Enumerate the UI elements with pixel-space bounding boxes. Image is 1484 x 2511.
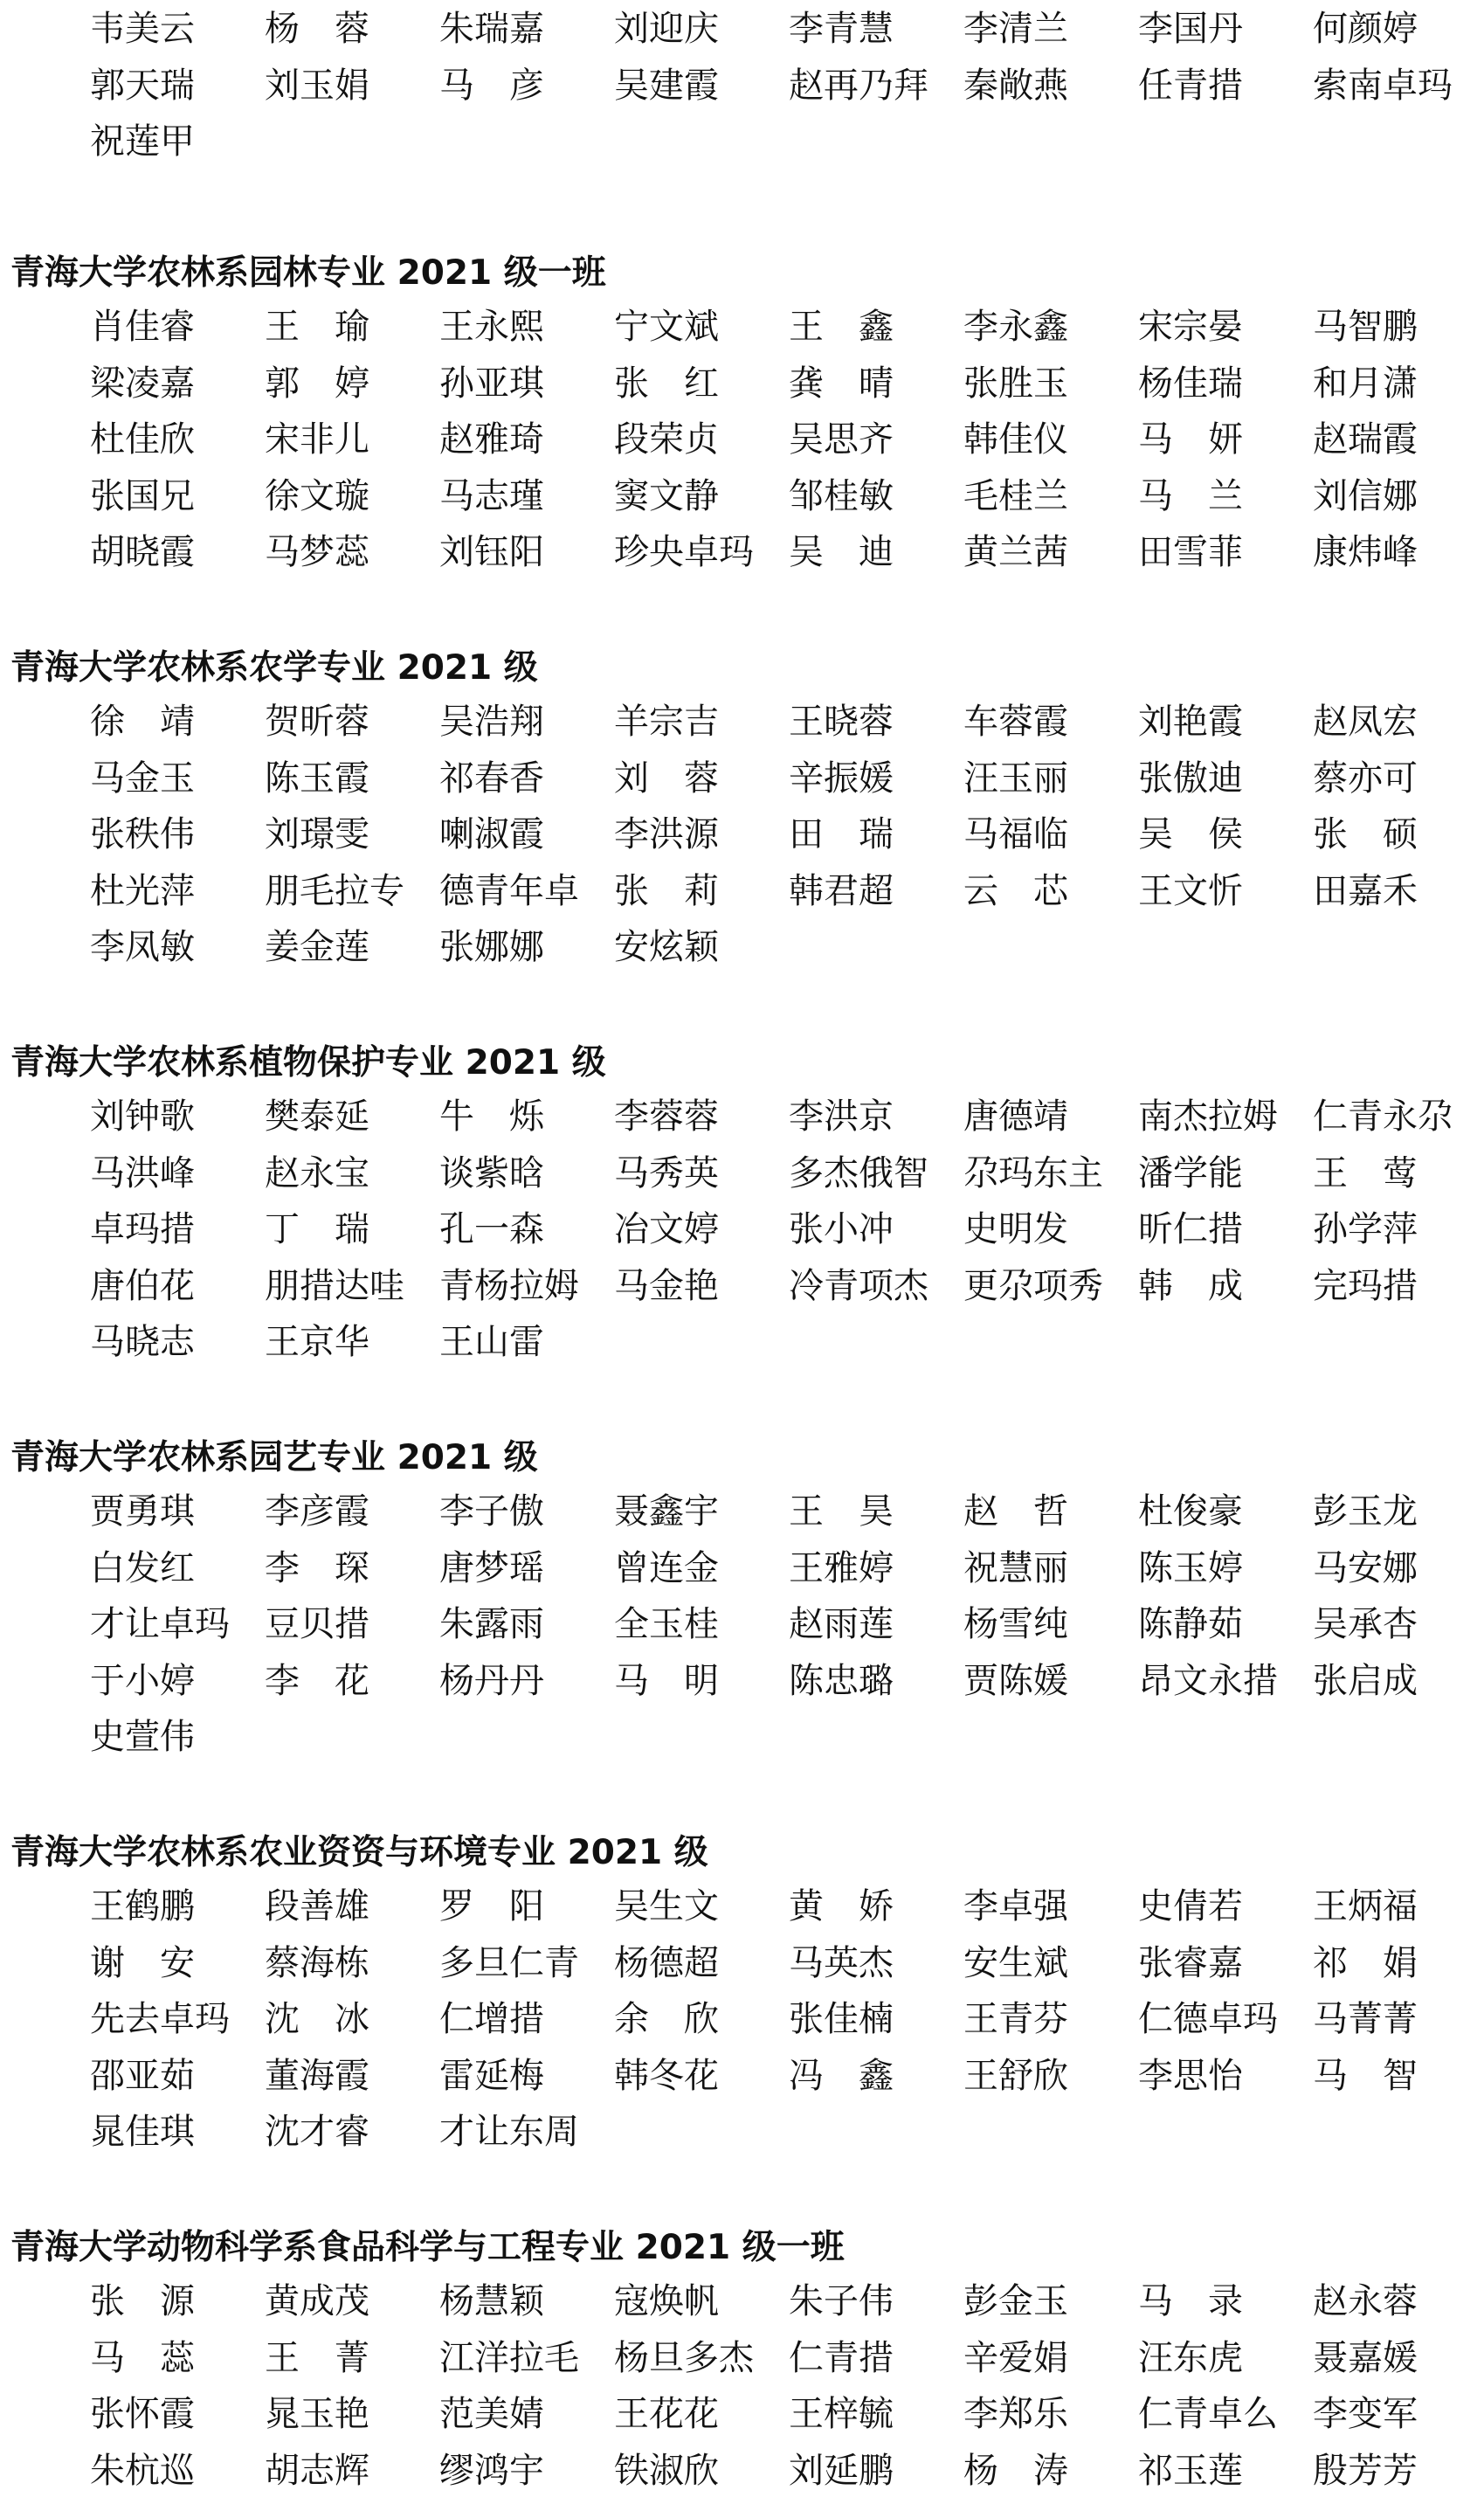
student-name: 马福临 xyxy=(963,814,1068,855)
student-name: 吴 侯 xyxy=(1138,814,1243,855)
student-name: 杨佳瑞 xyxy=(1138,363,1243,404)
student-name: 曾连金 xyxy=(614,1547,719,1588)
student-name: 喇淑霞 xyxy=(439,814,544,855)
student-name: 先去卓玛 xyxy=(90,1999,230,2040)
student-name: 白发红 xyxy=(90,1547,195,1588)
student-name: 王永熙 xyxy=(439,307,544,347)
student-name: 吴建霞 xyxy=(614,65,719,106)
student-name: 董海霞 xyxy=(265,2055,369,2096)
student-name: 晁玉艳 xyxy=(265,2394,369,2435)
student-name: 杨丹丹 xyxy=(439,1660,544,1701)
student-name: 马 妍 xyxy=(1138,419,1243,460)
section-heading: 青海大学农林系园艺专业 2021 级 xyxy=(10,1438,538,1477)
student-name: 朱子伟 xyxy=(789,2281,894,2321)
student-name: 丁 瑞 xyxy=(265,1209,369,1250)
student-name: 王梓毓 xyxy=(789,2394,894,2435)
student-name: 任青措 xyxy=(1138,65,1243,106)
student-name: 王 菁 xyxy=(265,2337,369,2378)
student-name: 何颜婷 xyxy=(1313,9,1418,49)
student-name: 朋毛拉专 xyxy=(265,870,404,911)
student-name: 郭天瑞 xyxy=(90,65,195,106)
student-name: 牛 烁 xyxy=(439,1096,544,1137)
student-name: 李凤敏 xyxy=(90,927,195,968)
student-name: 韩冬花 xyxy=(614,2055,719,2096)
student-name: 江洋拉毛 xyxy=(439,2337,579,2378)
student-name: 多杰俄智 xyxy=(789,1152,928,1193)
student-name: 吴生文 xyxy=(614,1886,719,1926)
student-name: 王 鑫 xyxy=(789,307,894,347)
student-name: 刘钟歌 xyxy=(90,1096,195,1137)
section-heading: 青海大学农林系植物保护专业 2021 级 xyxy=(10,1043,606,1083)
student-name: 杜佳欣 xyxy=(90,419,195,460)
student-name: 陈玉婷 xyxy=(1138,1547,1243,1588)
student-name: 韩君超 xyxy=(789,870,894,911)
student-name: 马金玉 xyxy=(90,757,195,799)
student-name: 陈静茹 xyxy=(1138,1604,1243,1645)
student-name: 张 源 xyxy=(90,2281,195,2321)
student-name: 晁佳琪 xyxy=(90,2112,195,2153)
student-name: 全玉桂 xyxy=(614,1604,719,1645)
student-name: 雷延梅 xyxy=(439,2055,544,2096)
student-name: 珍央卓玛 xyxy=(614,532,754,573)
student-name: 马 兰 xyxy=(1138,475,1243,516)
student-name: 辛振媛 xyxy=(789,757,894,799)
student-name: 张 红 xyxy=(614,363,719,404)
student-name: 马 智 xyxy=(1313,2055,1418,2096)
student-name: 殷芳芳 xyxy=(1313,2450,1418,2491)
student-name: 宋宗晏 xyxy=(1138,307,1243,347)
student-name: 沈 冰 xyxy=(265,1999,369,2040)
student-name: 吴 迪 xyxy=(789,532,894,573)
student-name: 王花花 xyxy=(614,2394,719,2435)
student-name: 李永鑫 xyxy=(963,307,1068,347)
student-name: 朱瑞嘉 xyxy=(439,9,544,49)
student-name: 张 莉 xyxy=(614,870,719,911)
student-name: 赵永宝 xyxy=(265,1152,369,1193)
student-name: 赵 哲 xyxy=(963,1491,1068,1532)
student-name: 王 瑜 xyxy=(265,307,369,347)
student-name: 贾陈媛 xyxy=(963,1660,1068,1701)
student-name: 陈玉霞 xyxy=(265,757,369,799)
student-name: 刘璟雯 xyxy=(265,814,369,855)
student-name: 张 硕 xyxy=(1313,814,1418,855)
student-name: 梁凌嘉 xyxy=(90,363,195,404)
student-name: 王 莺 xyxy=(1313,1152,1418,1193)
student-name: 胡晓霞 xyxy=(90,532,195,573)
student-name: 聂鑫宇 xyxy=(614,1491,719,1532)
student-name: 羊宗吉 xyxy=(614,702,719,742)
student-name: 沈才睿 xyxy=(265,2112,369,2153)
student-name: 马梦蕊 xyxy=(265,532,369,573)
student-name: 余 欣 xyxy=(614,1999,719,2040)
student-name: 杨 蓉 xyxy=(265,9,369,49)
student-name: 孙学萍 xyxy=(1313,1209,1418,1250)
student-name: 李 琛 xyxy=(265,1547,369,1588)
student-name: 杨慧颖 xyxy=(439,2281,544,2321)
student-name: 史萱伟 xyxy=(90,1717,195,1758)
student-name: 和月潇 xyxy=(1313,363,1418,404)
student-name: 仁青永尕 xyxy=(1313,1096,1453,1137)
student-name: 罗 阳 xyxy=(439,1886,544,1926)
student-name: 德青年卓 xyxy=(439,870,579,911)
student-name: 田 瑞 xyxy=(789,814,894,855)
student-name: 于小婷 xyxy=(90,1660,195,1701)
student-name: 张小冲 xyxy=(789,1209,894,1250)
student-name: 杜光萍 xyxy=(90,870,195,911)
student-name: 张国兄 xyxy=(90,475,195,516)
student-name: 刘延鹏 xyxy=(789,2450,894,2491)
student-name: 南杰拉姆 xyxy=(1138,1096,1278,1137)
student-name: 张佳楠 xyxy=(789,1999,894,2040)
student-name: 谢 安 xyxy=(90,1942,195,1983)
student-name: 赵凤宏 xyxy=(1313,702,1418,742)
student-name: 马 明 xyxy=(614,1660,719,1701)
student-name: 韦美云 xyxy=(90,9,195,49)
student-name: 韩 成 xyxy=(1138,1265,1243,1306)
student-name: 蔡亦可 xyxy=(1313,757,1418,799)
student-name: 朱杭巡 xyxy=(90,2450,195,2491)
student-name: 豆贝措 xyxy=(265,1604,369,1645)
student-name: 张睿嘉 xyxy=(1138,1942,1243,1983)
student-name: 李郑乐 xyxy=(963,2394,1068,2435)
student-name: 赵雅琦 xyxy=(439,419,544,460)
student-name: 祝莲甲 xyxy=(90,121,195,163)
student-name: 彭玉龙 xyxy=(1313,1491,1418,1532)
student-name: 马英杰 xyxy=(789,1942,894,1983)
student-name: 胡志辉 xyxy=(265,2450,369,2491)
student-name: 才让卓玛 xyxy=(90,1604,230,1645)
student-name: 卓玛措 xyxy=(90,1209,195,1250)
student-name: 宋非儿 xyxy=(265,419,369,460)
student-name: 马金艳 xyxy=(614,1265,719,1306)
student-name: 蔡海栋 xyxy=(265,1942,369,1983)
student-name: 昂文永措 xyxy=(1138,1660,1278,1701)
student-name: 樊泰延 xyxy=(265,1096,369,1137)
student-name: 祁春香 xyxy=(439,757,544,799)
student-name: 汪玉丽 xyxy=(963,757,1068,799)
student-name: 宁文斌 xyxy=(614,307,719,347)
student-name: 马 彦 xyxy=(439,65,544,106)
student-name: 索南卓玛 xyxy=(1313,65,1453,106)
student-name: 吴思齐 xyxy=(789,419,894,460)
student-name: 马志瑾 xyxy=(439,475,544,516)
student-name: 唐德靖 xyxy=(963,1096,1068,1137)
student-name: 王山雷 xyxy=(439,1322,544,1363)
student-name: 马智鹏 xyxy=(1313,307,1418,347)
student-name: 李 花 xyxy=(265,1660,369,1701)
student-name: 李子傲 xyxy=(439,1491,544,1532)
student-name: 尕玛东主 xyxy=(963,1152,1103,1193)
student-name: 李卓强 xyxy=(963,1886,1068,1926)
student-name: 黄兰茜 xyxy=(963,532,1068,573)
student-name: 李思怡 xyxy=(1138,2055,1243,2096)
student-name: 李国丹 xyxy=(1138,9,1243,49)
student-name: 杨 涛 xyxy=(963,2450,1068,2491)
student-name: 黄 娇 xyxy=(789,1886,894,1926)
student-name: 杨德超 xyxy=(614,1942,719,1983)
student-name: 姜金莲 xyxy=(265,927,369,968)
student-name: 贾勇琪 xyxy=(90,1491,195,1532)
student-name: 窦文静 xyxy=(614,475,719,516)
student-name: 祝慧丽 xyxy=(963,1547,1068,1588)
student-name: 范美婧 xyxy=(439,2394,544,2435)
student-name: 李彦霞 xyxy=(265,1491,369,1532)
student-name: 李变军 xyxy=(1313,2394,1418,2435)
student-name: 徐文璇 xyxy=(265,475,369,516)
student-name: 史明发 xyxy=(963,1209,1068,1250)
student-name: 马 蕊 xyxy=(90,2337,195,2378)
student-name: 多旦仁青 xyxy=(439,1942,579,1983)
student-name: 车蓉霞 xyxy=(963,702,1068,742)
student-name: 彭金玉 xyxy=(963,2281,1068,2321)
student-name: 汪东虎 xyxy=(1138,2337,1243,2378)
student-name: 吴承杏 xyxy=(1313,1604,1418,1645)
student-name: 郭 婷 xyxy=(265,363,369,404)
student-name: 张秩伟 xyxy=(90,814,195,855)
student-name: 张怀霞 xyxy=(90,2394,195,2435)
student-name: 完玛措 xyxy=(1313,1265,1418,1306)
student-name: 韩佳仪 xyxy=(963,419,1068,460)
student-name: 王炳福 xyxy=(1313,1886,1418,1926)
student-name: 杨旦多杰 xyxy=(614,2337,754,2378)
student-name: 李清兰 xyxy=(963,9,1068,49)
student-name: 安炫颖 xyxy=(614,927,719,968)
student-name: 张傲迪 xyxy=(1138,757,1243,799)
student-name: 缪鸿宇 xyxy=(439,2450,544,2491)
section-heading: 青海大学动物科学系食品科学与工程专业 2021 级一班 xyxy=(10,2228,845,2267)
student-name: 冶文婷 xyxy=(614,1209,719,1250)
student-name: 李洪源 xyxy=(614,814,719,855)
student-name: 铁淑欣 xyxy=(614,2450,719,2491)
student-name: 赵永蓉 xyxy=(1313,2281,1418,2321)
student-name: 刘艳霞 xyxy=(1138,702,1243,742)
student-name: 段善雄 xyxy=(265,1886,369,1926)
student-name: 马秀英 xyxy=(614,1152,719,1193)
student-name: 赵瑞霞 xyxy=(1313,419,1418,460)
student-name: 朱露雨 xyxy=(439,1604,544,1645)
student-name: 冯 鑫 xyxy=(789,2055,894,2096)
student-name: 田嘉禾 xyxy=(1313,870,1418,911)
student-name: 孙亚琪 xyxy=(439,363,544,404)
student-name: 徐 靖 xyxy=(90,702,195,742)
student-name: 谈紫晗 xyxy=(439,1152,544,1193)
student-name: 田雪菲 xyxy=(1138,532,1243,573)
student-name: 才让东周 xyxy=(439,2112,579,2153)
student-name: 王鹤鹏 xyxy=(90,1886,195,1926)
student-name: 赵雨莲 xyxy=(789,1604,894,1645)
student-name: 寇焕帆 xyxy=(614,2281,719,2321)
student-name: 段荣贞 xyxy=(614,419,719,460)
student-name: 陈忠璐 xyxy=(789,1660,894,1701)
student-name: 王舒欣 xyxy=(963,2055,1068,2096)
student-name: 肖佳睿 xyxy=(90,307,195,347)
student-name: 秦敞燕 xyxy=(963,65,1068,106)
student-name: 昕仁措 xyxy=(1138,1209,1243,1250)
student-name: 冷青项杰 xyxy=(789,1265,928,1306)
student-name: 刘钰阳 xyxy=(439,532,544,573)
student-name: 吴浩翔 xyxy=(439,702,544,742)
student-name: 杨雪纯 xyxy=(963,1604,1068,1645)
student-name: 潘学能 xyxy=(1138,1152,1243,1193)
student-name: 仁德卓玛 xyxy=(1138,1999,1278,2040)
student-name: 邵亚茹 xyxy=(90,2055,195,2096)
student-name: 仁增措 xyxy=(439,1999,544,2040)
student-name: 王青芬 xyxy=(963,1999,1068,2040)
student-name: 唐伯花 xyxy=(90,1265,195,1306)
student-name: 龚 晴 xyxy=(789,363,894,404)
student-name: 马菁菁 xyxy=(1313,1999,1418,2040)
student-name: 孔一森 xyxy=(439,1209,544,1250)
student-name: 仁青措 xyxy=(789,2337,894,2378)
student-name: 云 芯 xyxy=(963,870,1068,911)
student-name: 祁 娟 xyxy=(1313,1942,1418,1983)
student-name: 李青慧 xyxy=(789,9,894,49)
student-name: 王晓蓉 xyxy=(789,702,894,742)
student-name: 黄成茂 xyxy=(265,2281,369,2321)
student-name: 马 录 xyxy=(1138,2281,1243,2321)
student-name: 安生斌 xyxy=(963,1942,1068,1983)
student-name: 青杨拉姆 xyxy=(439,1265,579,1306)
student-name: 刘信娜 xyxy=(1313,475,1418,516)
student-name: 马洪峰 xyxy=(90,1152,195,1193)
student-name: 马安娜 xyxy=(1313,1547,1418,1588)
student-name: 马晓志 xyxy=(90,1322,195,1363)
student-name: 朋措达哇 xyxy=(265,1265,404,1306)
section-heading: 青海大学农林系农学专业 2021 级 xyxy=(10,648,538,688)
student-name: 史倩若 xyxy=(1138,1886,1243,1926)
student-name: 刘玉娟 xyxy=(265,65,369,106)
student-name: 贺昕蓉 xyxy=(265,702,369,742)
student-name: 邹桂敏 xyxy=(789,475,894,516)
student-name: 聂嘉媛 xyxy=(1313,2337,1418,2378)
section-heading: 青海大学农林系园林专业 2021 级一班 xyxy=(10,253,606,293)
student-name: 刘 蓉 xyxy=(614,757,719,799)
student-name: 李蓉蓉 xyxy=(614,1096,719,1137)
student-name: 李洪京 xyxy=(789,1096,894,1137)
student-name: 刘迎庆 xyxy=(614,9,719,49)
student-name: 王雅婷 xyxy=(789,1547,894,1588)
student-name: 辛爱娟 xyxy=(963,2337,1068,2378)
student-name: 赵再乃拜 xyxy=(789,65,928,106)
student-name: 仁青卓么 xyxy=(1138,2394,1278,2435)
student-name: 王 昊 xyxy=(789,1491,894,1532)
student-name: 杜俊豪 xyxy=(1138,1491,1243,1532)
student-name: 康炜峰 xyxy=(1313,532,1418,573)
student-name: 张启成 xyxy=(1313,1660,1418,1701)
student-name: 王京华 xyxy=(265,1322,369,1363)
student-name: 王文忻 xyxy=(1138,870,1243,911)
student-name: 祁玉莲 xyxy=(1138,2450,1243,2491)
section-heading: 青海大学农林系农业资资与环境专业 2021 级 xyxy=(10,1833,708,1872)
student-name: 唐梦瑶 xyxy=(439,1547,544,1588)
student-name: 张胜玉 xyxy=(963,363,1068,404)
student-name: 张娜娜 xyxy=(439,927,544,968)
student-name: 更尕项秀 xyxy=(963,1265,1103,1306)
student-name: 毛桂兰 xyxy=(963,475,1068,516)
